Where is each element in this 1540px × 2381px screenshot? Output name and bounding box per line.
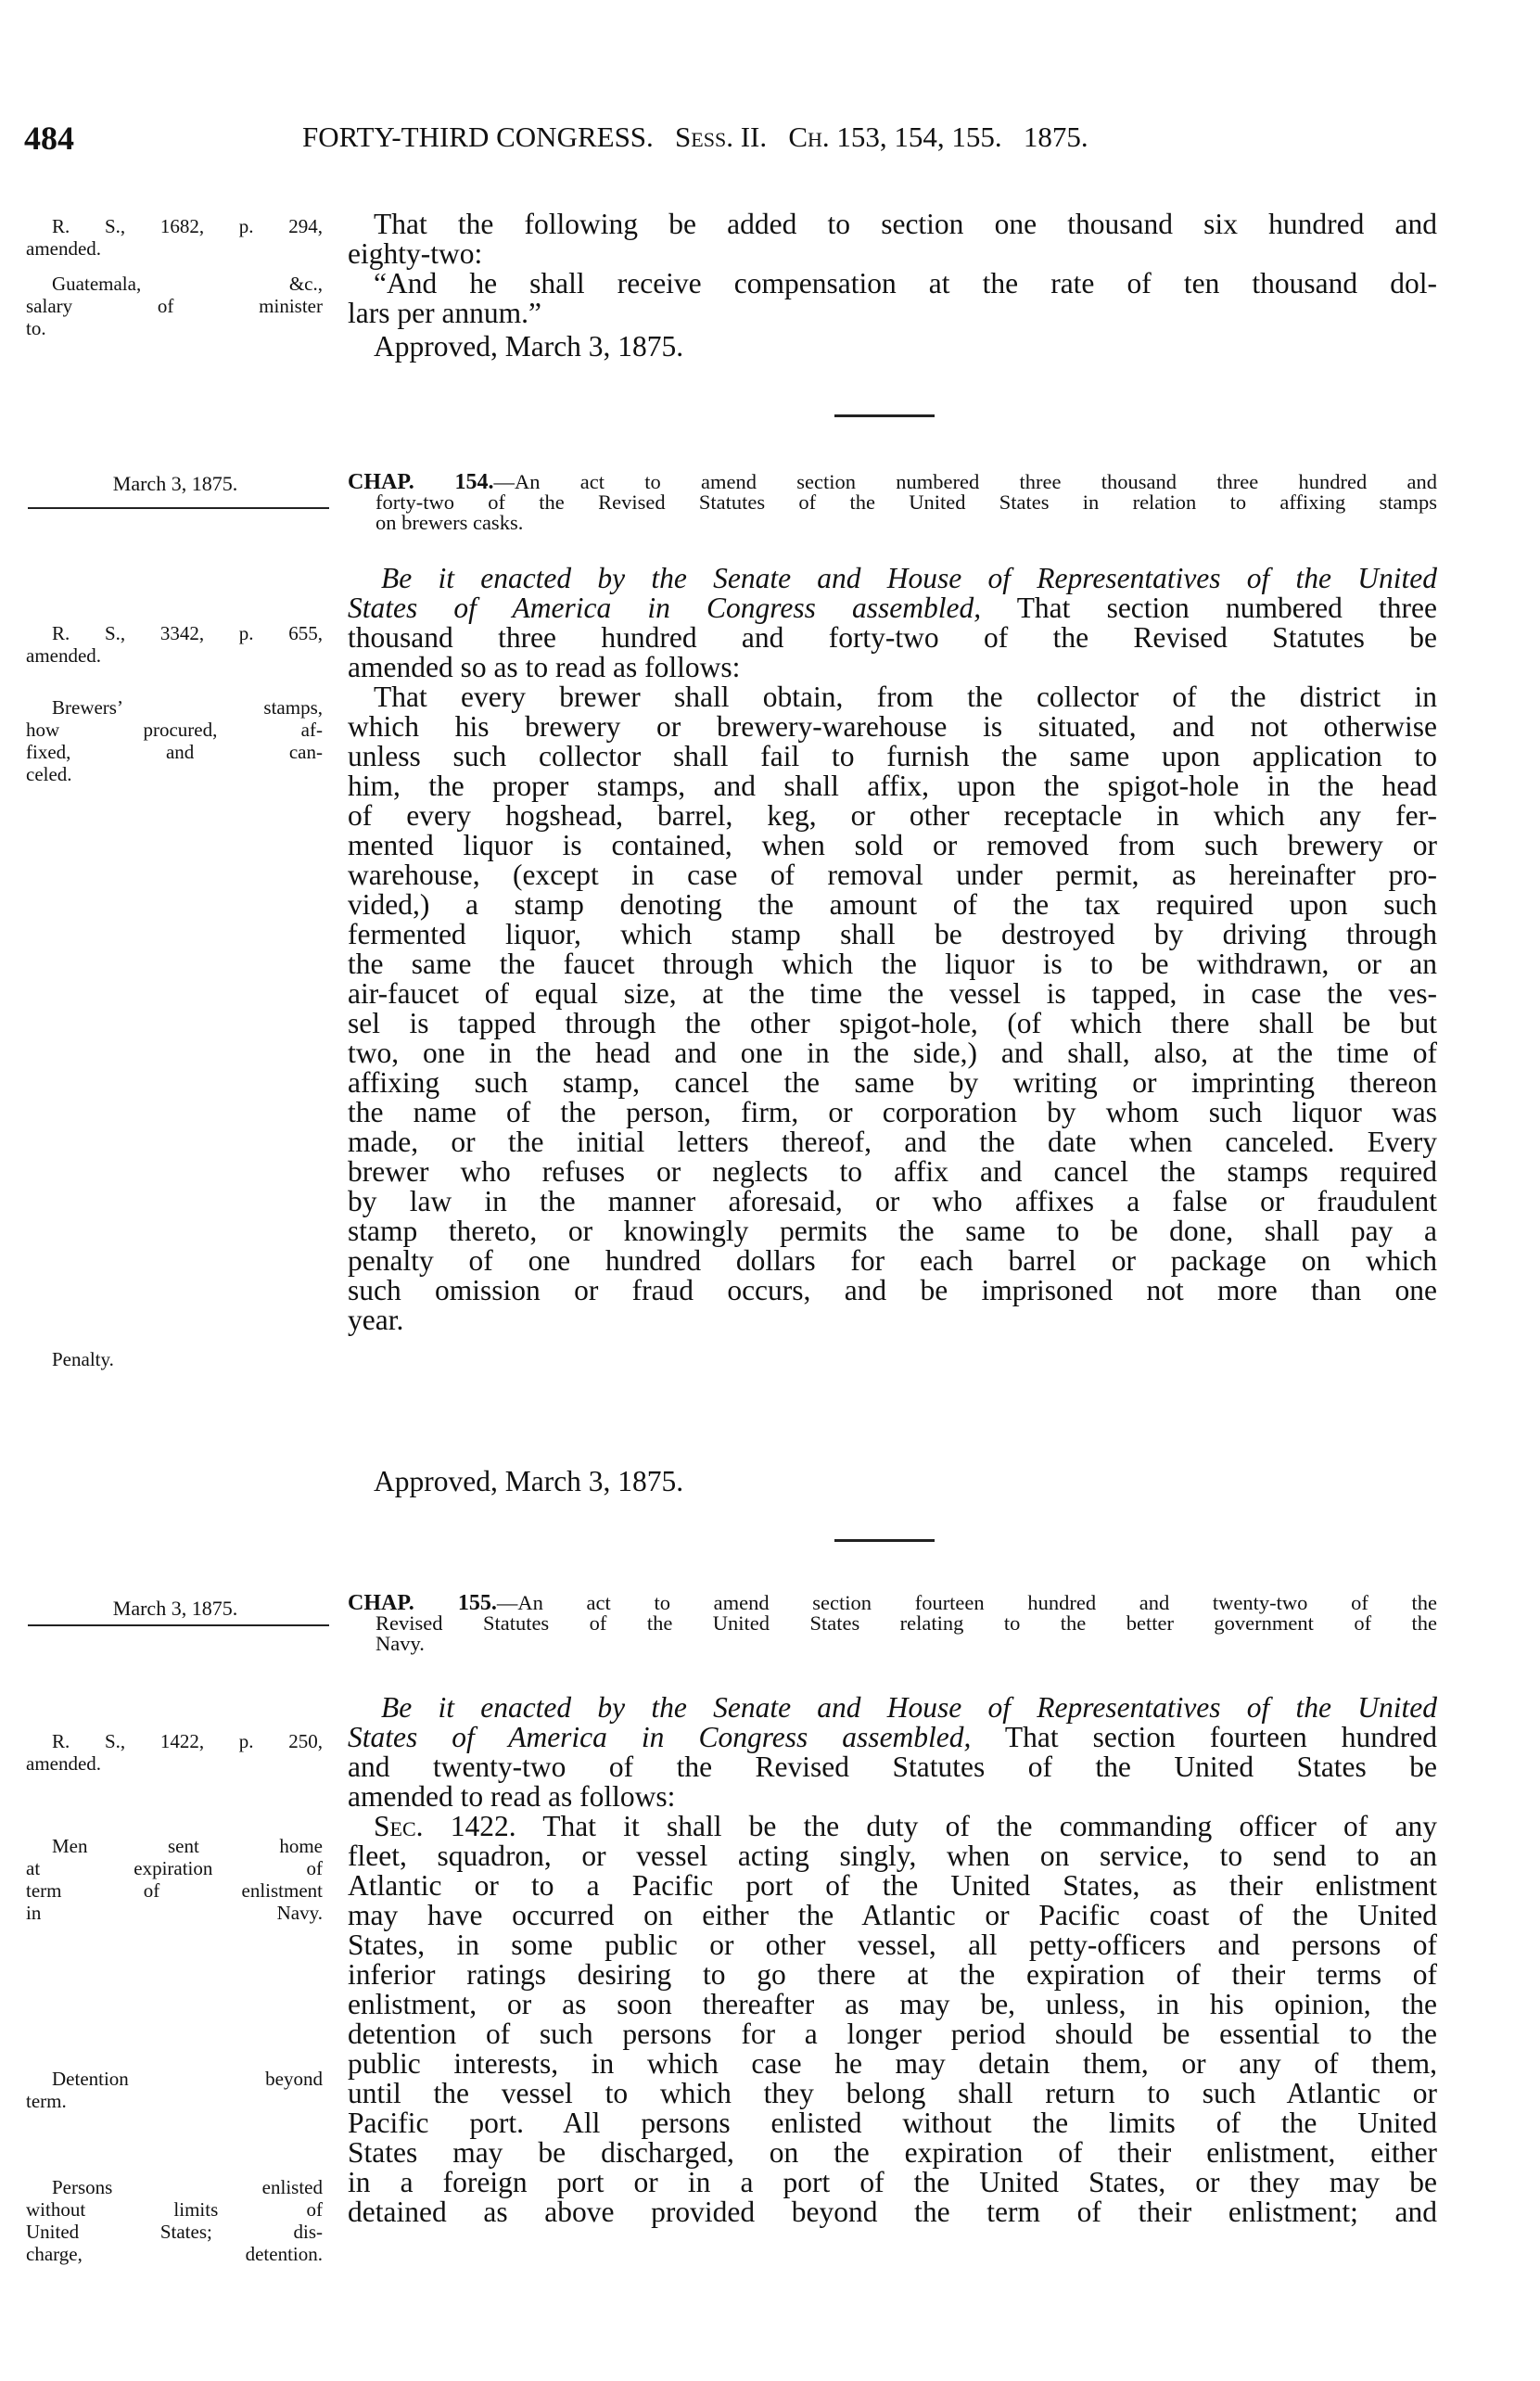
page-number: 484 — [24, 120, 74, 157]
margin-note-brewers-stamps: Brewers’ stamps, how procured, af- fixed, and can- celed. — [26, 696, 323, 785]
section-divider — [834, 414, 935, 417]
running-head-year: 1875. — [1023, 121, 1088, 153]
section-divider — [834, 1539, 935, 1542]
margin-note-rs-1422: R. S., 1422, p. 250, amended. — [26, 1730, 323, 1775]
chapter-153-body: That the following be added to section one thousand six hundred and eighty-two: “And he shall receive compensation at the rate of ten thousand dol- lars per annum.” — [348, 208, 1437, 329]
chapter-155-label: CHAP. 155. — [348, 1591, 497, 1615]
chapter-154-date-rule — [28, 507, 329, 509]
running-head-session: Sess. II. — [675, 121, 768, 153]
margin-note-persons-enlisted: Persons enlisted without limits of United States; dis- charge, detention. — [26, 2176, 323, 2265]
chapter-154-label: CHAP. 154. — [348, 470, 494, 494]
margin-note-penalty: Penalty. — [52, 1348, 114, 1370]
chapter-154-approved: Approved, March 3, 1875. — [374, 1465, 684, 1497]
margin-note-guatemala-salary: Guatemala, &c., salary of minister to. — [26, 273, 323, 339]
margin-note-men-sent-home: Men sent home at expiration of term of enlistment in Navy. — [26, 1835, 323, 1924]
running-head — [24, 119, 1433, 159]
section-label: Sec. 1422. — [374, 1810, 516, 1842]
chapter-154-heading: CHAP. 154.—An act to amend section numbered three thousand three hundred and forty-two of the Revised Statutes of the United States in relation to affixing stamps on brewers casks. — [348, 470, 1438, 534]
chapter-154-body: Be it enacted by the Senate and House of Representatives of the United States of America in Congress assembled, That section numbered three thousand three hundred and forty-two of the Revised Statutes be amended so as to read as follows: That every brewer shall obtain, from the collector of the district in which his brewery or brewery-warehouse is situated, and not otherwise unless such collector shall fail to furnish the same upon application to him, the proper stamps, and shall affix, upon the spigot-hole in the head of every hogshead, barrel, keg, or other receptacle in which any fer- mented liquor is contained, when sold or removed from such brewery or warehouse, (except in case of removal under permit, as hereinafter pro- vided,) a stamp denoting the amount of the tax required upon such fermented liquor, which stamp shall be destroyed by driving through the same the faucet through which the liquor is to be withdrawn, or an air-faucet of equal size, at the time the vessel is tapped, in case the ves- sel is tapped through the other spigot-hole, (of which there shall be but two, one in the head and one in the side,) and shall, also, at the time of affixing such stamp, cancel the same by writing or imprinting thereon the name of the person, firm, or corporation by whom such liquor was made, or the initial letters thereof, and the date when canceled. Every brewer who refuses or neglects to affix and cancel the stamps required by law in the manner aforesaid, or who affixes a false or fraudulent stamp thereto, or knowingly permits the same to be done, shall pay a penalty of one hundred dollars for each barrel or package on which such omission or fraud occurs, and be imprisoned not more than one year. — [348, 562, 1438, 1336]
running-head-chapters: Ch. 153, 154, 155. — [788, 121, 1002, 153]
enacting-clause: Be it enacted by the Senate and House of Representatives of the United — [381, 562, 1437, 594]
margin-note-rs-1682: R. S., 1682, p. 294, amended. — [26, 215, 323, 260]
chapter-155-date: March 3, 1875. — [112, 1597, 238, 1620]
chapter-153-approved: Approved, March 3, 1875. — [374, 330, 684, 363]
margin-note-rs-3342: R. S., 3342, p. 655, amended. — [26, 622, 323, 667]
running-head-title: FORTY-THIRD CONGRESS. — [302, 121, 654, 153]
chapter-155-body: Be it enacted by the Senate and House of Representatives of the United States of America in Congress assembled, That section fourteen hundred and twenty-two of the Revised Statutes of the United States be amended to read as follows: Sec. 1422. That it shall be the duty of the commanding officer of any fleet, squadron, or vessel acting singly, when on service, to send to an Atlantic or to a Pacific port of the United States, as their enlistment may have occurred on either the Atlantic or Pacific coast of the United States, in some public or other vessel, all petty-officers and persons of inferior ratings desiring to go there at the expiration of their terms of enlistment, or as soon thereafter as may be, unless, in his opinion, the detention of such persons for a longer period should be essential to the public interests, in which case he may detain them, or any of them, until the vessel to which they belong shall return to such Atlantic or Pacific port. All persons enlisted without the limits of the United States may be discharged, on the expiration of their enlistment, either in a foreign port or in a port of the United States, or they may be detained as above provided beyond the term of their enlistment; and — [348, 1691, 1437, 2228]
chapter-155-heading: CHAP. 155.—An act to amend section fourteen hundred and twenty-two of the Revised Statutes of the United States relating to the better government of the Navy. — [348, 1591, 1437, 1655]
margin-note-detention-beyond-term: Detention beyond term. — [26, 2068, 323, 2112]
enacting-clause: Be it enacted by the Senate and House of Representatives of the United — [381, 1691, 1437, 1724]
chapter-154-date: March 3, 1875. — [112, 472, 238, 495]
chapter-155-date-rule — [28, 1624, 329, 1626]
